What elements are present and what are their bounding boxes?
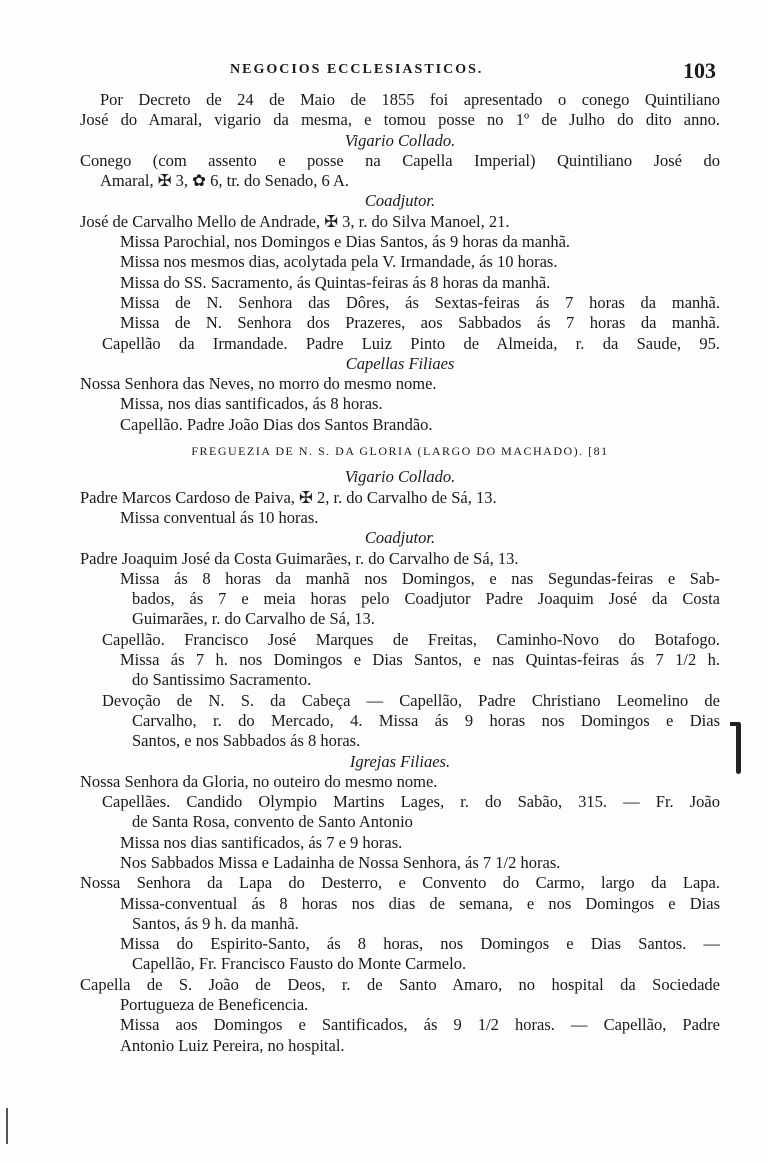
margin-bracket-mark [736,722,741,774]
text-line: Missa nos dias santificados, ás 7 e 9 horas. [120,832,403,852]
text-line: Coadjutor. [364,191,436,211]
text-line: Missa aos Domingos e Santificados, ás 9 1/2 horas. — Capellão, Padre [120,1015,720,1035]
text-line: Nossa Senhora da Lapa do Desterro, e Convento do Carmo, largo da Lapa. [80,873,720,893]
running-title: NEGOCIOS ECCLESIASTICOS. [230,62,484,77]
text-line: FREGUEZIA DE N. S. DA GLORIA (LARGO DO MACHADO). [81 [191,444,609,459]
page-body [80,90,720,1056]
running-header [80,58,720,86]
text-line: Capellães. Candido Olympio Martins Lages, r. do Sabão, 315. — Fr. João [102,792,720,812]
text-line: José de Carvalho Mello de Andrade, ✠ 3, r. do Silva Manoel, 21. [80,211,510,231]
text-line: Missa-conventual ás 8 horas nos dias de semana, e nos Domingos e Dias [120,893,720,913]
text-line: Vigario Collado. [344,467,456,487]
text-line: de Santa Rosa, convento de Santo Antonio [132,812,413,832]
text-line: Capella de S. João de Deos, r. de Santo Amaro, no hospital da Sociedade [80,974,720,994]
text-line: Amaral, ✠ 3, ✿ 6, tr. do Senado, 6 A. [100,171,349,191]
margin-scribble-mark [6,1108,8,1144]
text-line: Santos, ás 9 h. da manhã. [132,913,299,933]
text-line: Santos, e nos Sabbados ás 8 horas. [132,731,361,751]
text-line: Capellão. Francisco José Marques de Freitas, Caminho-Novo do Botafogo. [102,629,720,649]
text-line: Capellão. Padre João Dias dos Santos Brandão. [120,414,433,434]
text-line: Missa ás 8 horas da manhã nos Domingos, e nas Segundas-feiras e Sab- [120,568,720,588]
text-line: Capellas Filiaes [345,353,455,373]
text-line: Coadjutor. [364,528,436,548]
text-line: Por Decreto de 24 de Maio de 1855 foi apresentado o conego Quintiliano [100,90,720,109]
text-line: Nossa Senhora da Gloria, no outeiro do mesmo nome. [80,771,438,791]
text-line: do Santissimo Sacramento. [132,670,312,690]
text-line: bados, ás 7 e meia horas pelo Coadjutor Padre Joaquim José da Costa [132,589,720,609]
text-line: Missa de N. Senhora dos Prazeres, aos Sabbados ás 7 horas da manhã. [120,313,720,333]
text-line: Missa nos mesmos dias, acolytada pela V. Irmandade, ás 10 horas. [120,252,558,272]
text-line: Antonio Luiz Pereira, no hospital. [120,1035,345,1055]
text-line: Missa conventual ás 10 horas. [120,507,319,527]
text-line: Padre Joaquim José da Costa Guimarães, r. do Carvalho de Sá, 13. [80,548,519,568]
margin-bracket-foot [730,722,740,726]
text-line: Nos Sabbados Missa e Ladainha de Nossa Senhora, ás 7 1/2 horas. [120,852,561,872]
text-line: Missa ás 7 h. nos Domingos e Dias Santos, e nas Quintas-feiras ás 7 1/2 h. [120,650,720,670]
text-line: José do Amaral, vigario da mesma, e tomou posse no 1º de Julho do dito anno. [80,110,720,130]
text-line: Conego (com assento e posse na Capella Imperial) Quintiliano José do [80,150,720,170]
text-line: Missa de N. Senhora das Dôres, ás Sextas-feiras ás 7 horas da manhã. [120,292,720,312]
text-line: Carvalho, r. do Mercado, 4. Missa ás 9 horas nos Domingos e Dias [132,710,720,730]
text-line: Devoção de N. S. da Cabeça — Capellão, Padre Christiano Leomelino de [102,690,720,710]
text-line: Guimarães, r. do Carvalho de Sá, 13. [132,609,375,629]
text-line: Missa do SS. Sacramento, ás Quintas-feiras ás 8 horas da manhã. [120,272,551,292]
text-line: Missa, nos dias santificados, ás 8 horas. [120,394,383,414]
text-line: Padre Marcos Cardoso de Paiva, ✠ 2, r. do Carvalho de Sá, 13. [80,487,497,507]
text-line: Vigario Collado. [344,130,456,150]
text-line: Capellão da Irmandade. Padre Luiz Pinto de Almeida, r. da Saude, 95. [102,333,720,353]
text-line: Missa Parochial, nos Domingos e Dias Santos, ás 9 horas da manhã. [120,232,571,252]
text-line: Missa do Espirito-Santo, ás 8 horas, nos Domingos e Dias Santos. — [120,934,720,954]
text-line: Igrejas Filiaes. [349,751,451,771]
text-line: Portugueza de Beneficencia. [120,995,309,1015]
text-line: Nossa Senhora das Neves, no morro do mesmo nome. [80,374,437,394]
text-line: Capellão, Fr. Francisco Fausto do Monte Carmelo. [132,954,467,974]
page-number: 103 [683,58,716,83]
